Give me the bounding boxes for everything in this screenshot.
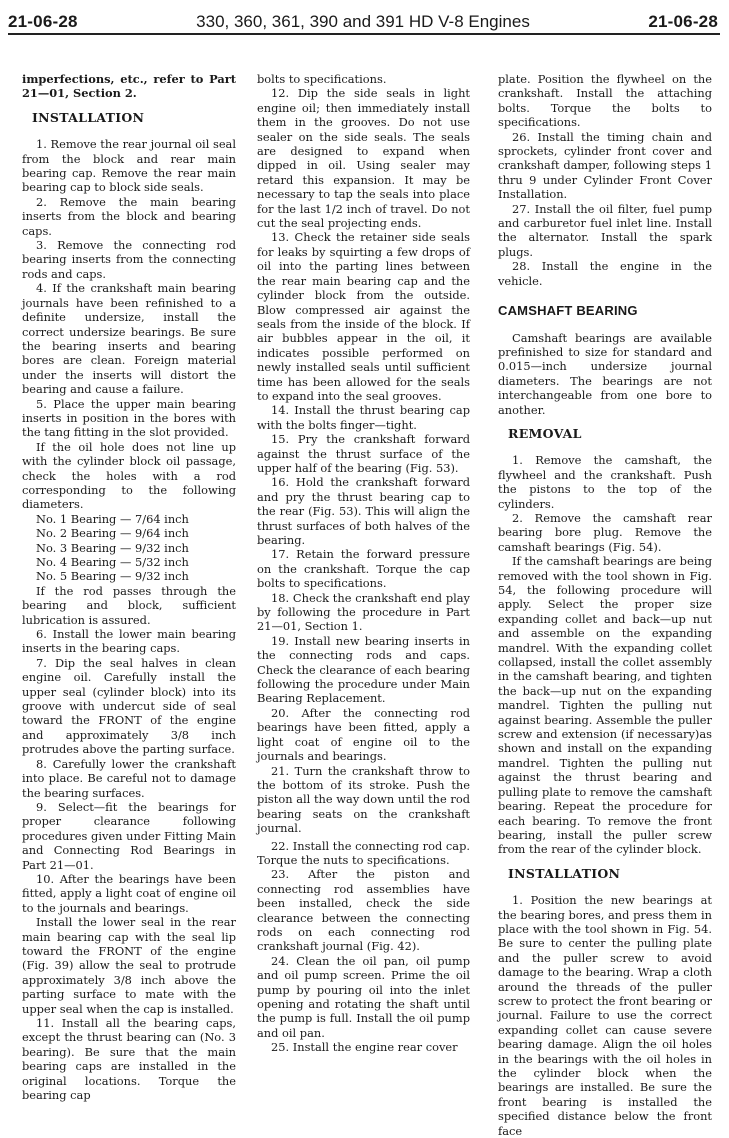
page-header: [8, 10, 718, 40]
paragraph: 20. After the connecting rod bearings have been fitted, apply a light coat of engine oil to the journals and bearings.: [257, 705, 470, 764]
paragraph: No. 3 Bearing — 9/32 inch: [36, 540, 189, 555]
paragraph: 28. Install the engine in the vehicle.: [498, 259, 712, 288]
paragraph: 1. Position the new bearings at the bearing bores, and press them in place with the tool shown in Fig. 54. Be sure to center the pulling plate and the puller screw to avoid damage to the bearing. Wrap a cloth around the threads of the puller screw to protect the front bearing or journal. Failure to use the correct expanding collet can cause severe bearing damage. Align the oil holes in the bearings with the oil holes in the cylinder block when the bearings are installed. Be sure the front bearing is installed the specified distance below the front face: [498, 893, 712, 1138]
page-number-left: 21-06-28: [8, 12, 78, 31]
paragraph: 5. Place the upper main bearing inserts in position in the bores with the tang fitting in the slot provided.: [22, 396, 236, 440]
paragraph: bolts to specifications.: [257, 72, 387, 86]
paragraph: 6. Install the lower main bearing inserts in the bearing caps.: [22, 627, 236, 656]
paragraph: If the rod passes through the bearing and block, sufficient lubrication is assured.: [22, 583, 236, 627]
header-rule: [8, 33, 720, 35]
paragraph: 7. Dip the seal halves in clean engine oil. Carefully install the upper seal (cylinder block) into its groove with undercut side of seal toward the FRONT of the engine and approximately 3/8 inch protrudes above the parting surface.: [22, 655, 236, 757]
paragraph: No. 5 Bearing — 9/32 inch: [36, 569, 189, 584]
text-column-3: [498, 72, 712, 1138]
text-column-1: [22, 72, 236, 1102]
paragraph: 13. Check the retainer side seals for leaks by squirting a few drops of oil into the parting lines between the rear main bearing cap and the cylinder block from the outside. Blow compressed air against the seals from the inside of the block. If air bubbles appear in the oil, it indicates possible performed on newly installed seals until sufficient time has been allowed for the seals to expand into the seal grooves.: [257, 230, 470, 403]
paragraph: No. 1 Bearing — 7/64 inch: [36, 511, 189, 526]
paragraph: 9. Select—fit the bearings for proper clearance following procedures given under Fitting Main and Connecting Rod Bearings in Part 21—01.: [22, 799, 236, 872]
paragraph: 4. If the crankshaft main bearing journals have been refinished to a definite undersize, install the correct undersize bearings. Be sure the bearing inserts and bearing bores are clean. Foreign material under the inserts will distort the bearing and cause a failure.: [22, 281, 236, 397]
paragraph: plate. Position the flywheel on the crankshaft. Install the attaching bolts. Torque the bolts to specifications.: [498, 72, 712, 130]
section-heading: INSTALLATION: [508, 865, 621, 881]
paragraph: No. 2 Bearing — 9/64 inch: [36, 526, 189, 541]
section-title: CAMSHAFT BEARING: [498, 303, 638, 319]
paragraph: If the camshaft bearings are being removed with the tool shown in Fig. 54, the following procedure will apply. Select the proper size expanding collet and back—up nut and assemble on the expanding mandrel. With the expanding collet collapsed, install the collet assembly in the camshaft bearing, and tighten the back—up nut on the expanding mandrel. Tighten the pulling nut against bearing. Assemble the puller screw and extension (if necessary)as shown and install on the expanding mandrel. Tighten the pulling nut against the thrust bearing and pulling plate to remove the camshaft bearing. Repeat the procedure for each bearing. To remove the front bearing, install the puller screw from the rear of the cylinder block.: [498, 554, 712, 857]
paragraph: 2. Remove the main bearing inserts from the block and bearing caps.: [22, 194, 236, 238]
paragraph: 14. Install the thrust bearing cap with the bolts finger—tight.: [257, 403, 470, 432]
paragraph: Camshaft bearings are available prefinished to size for standard and 0.015—inch undersize journal diameters. The bearings are not interchangeable from one bore to another.: [498, 330, 712, 417]
paragraph: 23. After the piston and connecting rod assemblies have been installed, check the side clearance between the connecting rods on each connecting rod crankshaft journal (Fig. 42).: [257, 867, 470, 954]
section-heading: REMOVAL: [508, 425, 582, 441]
paragraph: 18. Check the crankshaft end play by following the procedure in Part 21—01, Section 1.: [257, 590, 470, 634]
paragraph: 25. Install the engine rear cover: [271, 1040, 458, 1055]
paragraph: 12. Dip the side seals in light engine oil; then immediately install them in the grooves. Do not use sealer on the side seals. The seals are designed to expand when dipped in oil. Using sealer may retard this expansion. It may be necessary to tap the seals into place for the last 1/2 inch of travel. Do not cut the seal projecting ends.: [257, 86, 470, 231]
page-title: 330, 360, 361, 390 and 391 HD V-8 Engines: [196, 12, 530, 31]
paragraph: imperfections, etc., refer to Part 21—01, Section 2.: [22, 72, 236, 101]
paragraph: 21. Turn the crankshaft throw to the bottom of its stroke. Push the piston all the way down until the rod bearing seats on the crankshaft journal.: [257, 763, 470, 836]
paragraph: No. 4 Bearing — 5/32 inch: [36, 555, 189, 569]
text-column-2: [257, 72, 470, 1055]
paragraph: If the oil hole does not line up with the cylinder block oil passage, check the holes with a rod corresponding to the following diameters.: [22, 439, 236, 512]
paragraph: 15. Pry the crankshaft forward against the thrust surface of the upper half of the bearing (Fig. 53).: [257, 432, 470, 475]
paragraph: 10. After the bearings have been fitted, apply a light coat of engine oil to the journals and bearings.: [22, 871, 236, 915]
paragraph: 19. Install new bearing inserts in the connecting rods and caps. Check the clearance of each bearing following the procedure under Main Bearing Replacement.: [257, 633, 470, 706]
paragraph: 26. Install the timing chain and sprockets, cylinder front cover and crankshaft damper, following steps 1 thru 9 under Cylinder Front Cover Installation.: [498, 129, 712, 202]
paragraph: 11. Install all the bearing caps, except the thrust bearing can (No. 3 bearing). Be sure that the main bearing caps are installed in the original locations. Torque the bearing cap: [22, 1016, 236, 1103]
paragraph: 22. Install the connecting rod cap. Torque the nuts to specifications.: [257, 838, 470, 867]
paragraph: 1. Remove the rear journal oil seal from the block and rear main bearing cap. Remove the rear main bearing cap to block side seals.: [22, 137, 236, 195]
paragraph: 16. Hold the crankshaft forward and pry the thrust bearing cap to the rear (Fig. 53). This will align the thrust surfaces of both halves of the bearing.: [257, 475, 470, 547]
paragraph: 2. Remove the camshaft rear bearing bore plug. Remove the camshaft bearings (Fig. 54).: [498, 510, 712, 554]
paragraph: 27. Install the oil filter, fuel pump and carburetor fuel inlet line. Install the alternator. Install the spark plugs.: [498, 201, 712, 259]
paragraph: 1. Remove the camshaft, the flywheel and the crankshaft. Push the pistons to the top of the cylinders.: [498, 453, 712, 511]
page-number-right: 21-06-28: [648, 12, 718, 31]
paragraph: 24. Clean the oil pan, oil pump and oil pump screen. Prime the oil pump by pouring oil into the inlet opening and rotating the shaft until the pump is full. Install the oil pump and oil pan.: [257, 953, 470, 1040]
paragraph: Install the lower seal in the rear main bearing cap with the seal lip toward the FRONT of the engine (Fig. 39) allow the seal to protrude approximately 3/8 inch above the parting surface to mate with the upper seal when the cap is installed.: [22, 915, 236, 1016]
section-heading: INSTALLATION: [32, 109, 145, 125]
paragraph: 3. Remove the connecting rod bearing inserts from the connecting rods and caps.: [22, 238, 236, 281]
paragraph: 17. Retain the forward pressure on the crankshaft. Torque the cap bolts to specifications.: [257, 547, 470, 591]
paragraph: 8. Carefully lower the crankshaft into place. Be careful not to damage the bearing surfaces.: [22, 756, 236, 800]
